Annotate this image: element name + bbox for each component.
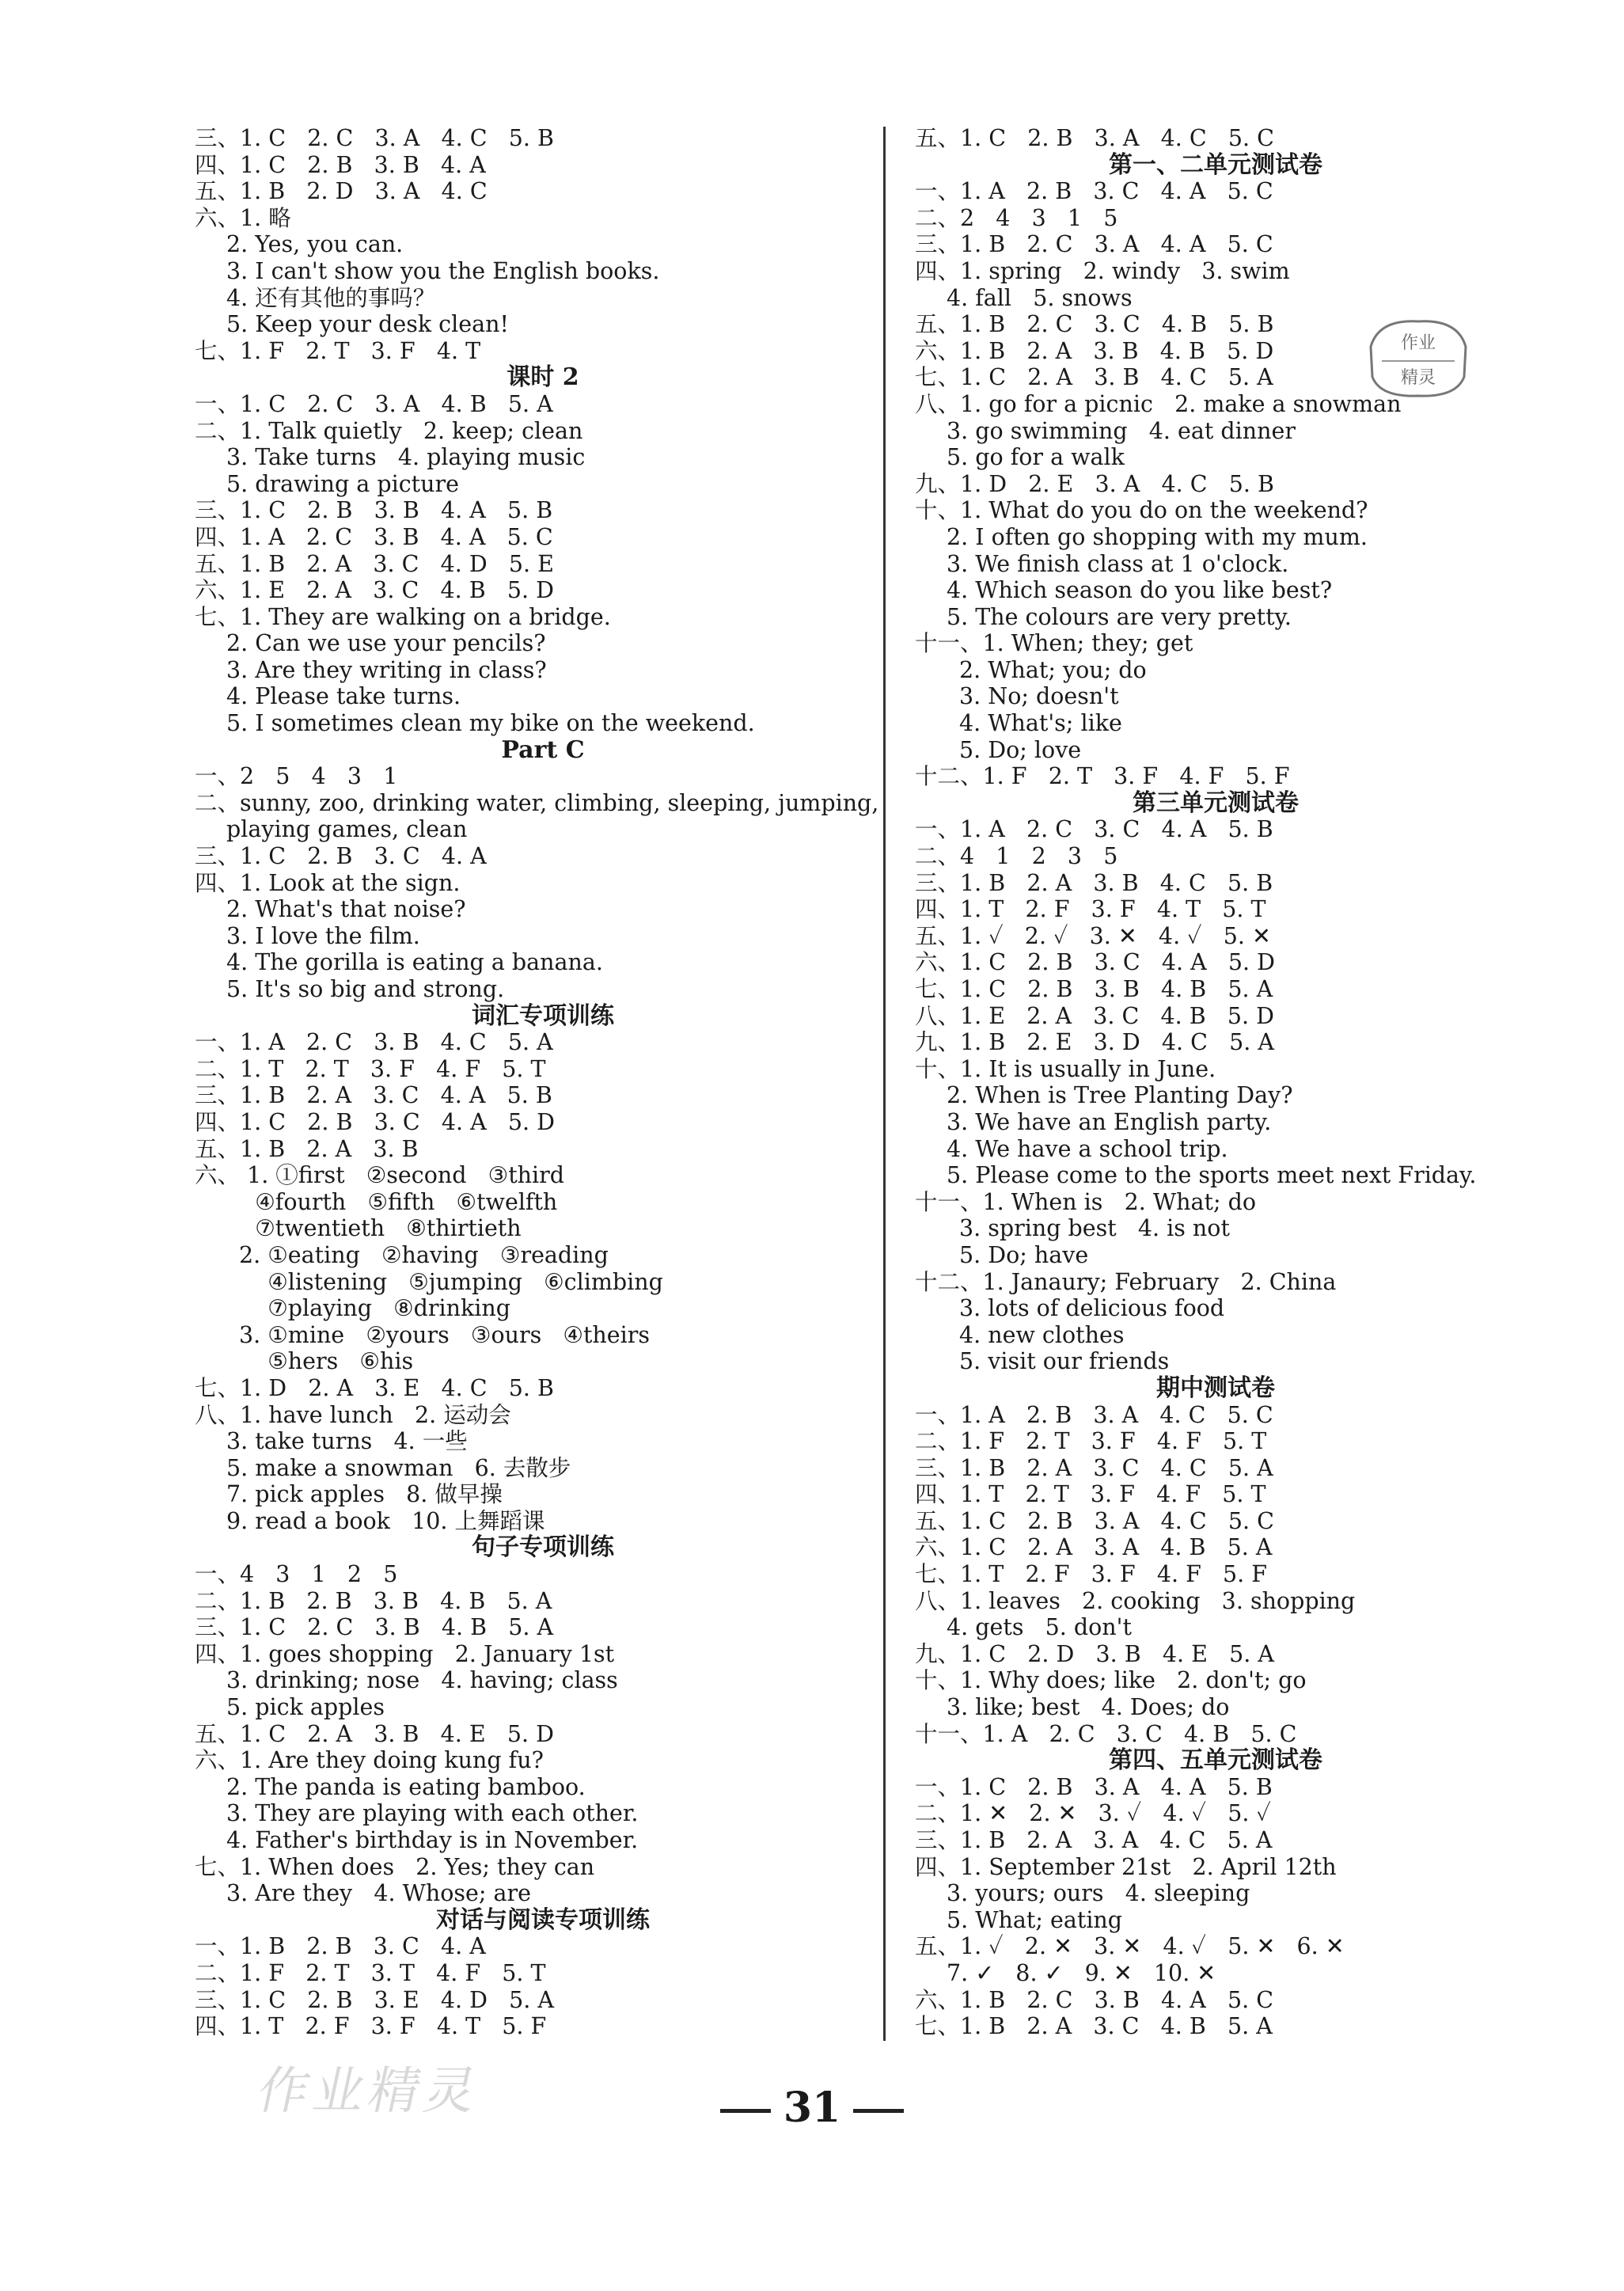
answer-line: 五、1. C 2. B 3. A 4. C 5. C	[915, 1507, 1274, 1534]
stamp-bottom-text: 精灵	[1400, 368, 1436, 388]
answer-line: 一、1. A 2. B 3. C 4. A 5. C	[915, 178, 1273, 205]
section-heading: 第三单元测试卷	[1133, 788, 1299, 817]
answer-line: 5. pick apples	[226, 1694, 385, 1721]
section-heading: 期中测试卷	[1156, 1373, 1275, 1402]
answer-line: 八、1. have lunch 2. 运动会	[195, 1401, 511, 1428]
answer-line: 2. What's that noise?	[226, 896, 466, 923]
answer-line: 4. We have a school trip.	[947, 1135, 1228, 1162]
answer-line: 六、1. E 2. A 3. C 4. B 5. D	[195, 577, 554, 604]
answer-line: 一、1. A 2. C 3. C 4. A 5. B	[915, 816, 1273, 843]
answer-line: 四、1. Look at the sign.	[195, 869, 461, 896]
answer-line: 4. fall 5. snows	[947, 284, 1133, 311]
answer-line: 5. visit our friends	[959, 1348, 1170, 1375]
answer-line: 一、4 3 1 2 5	[195, 1561, 398, 1588]
answer-line: 五、1. B 2. A 3. C 4. D 5. E	[195, 550, 554, 577]
answer-line: 六、1. 略	[195, 204, 291, 231]
answer-line: 2. ①eating ②having ③reading	[239, 1241, 609, 1268]
answer-line: 三、1. C 2. B 3. B 4. A 5. B	[195, 497, 553, 524]
answer-line: 四、1. C 2. B 3. B 4. A	[195, 151, 486, 178]
answer-line: 3. lots of delicious food	[959, 1295, 1225, 1322]
answer-line: 九、1. C 2. D 3. B 4. E 5. A	[915, 1640, 1274, 1667]
stamp-top-text: 作业	[1400, 333, 1436, 353]
answer-line: 3. go swimming 4. eat dinner	[947, 417, 1296, 444]
answer-line: 五、1. C 2. A 3. B 4. E 5. D	[195, 1720, 554, 1747]
page-number: 31	[783, 2084, 841, 2132]
answer-line: 一、1. C 2. C 3. A 4. B 5. A	[195, 390, 553, 417]
answer-line: 2. Yes, you can.	[226, 231, 404, 258]
answer-line: 二、1. T 2. T 3. F 4. F 5. T	[195, 1055, 546, 1082]
answer-line: 十二、1. F 2. T 3. F 4. F 5. F	[915, 763, 1290, 790]
answer-line: 九、1. D 2. E 3. A 4. C 5. B	[915, 470, 1274, 497]
answer-line: 四、1. T 2. T 3. F 4. F 5. T	[915, 1481, 1266, 1508]
stamp-logo-icon	[1363, 315, 1474, 402]
answer-line: 七、1. When does 2. Yes; they can	[195, 1853, 595, 1880]
answer-line: 9. read a book 10. 上舞蹈课	[226, 1507, 545, 1534]
answer-line: 五、1. C 2. B 3. A 4. C 5. C	[915, 125, 1274, 151]
answer-line: 2. Can we use your pencils?	[226, 630, 546, 657]
answer-line: 三、1. C 2. C 3. B 4. B 5. A	[195, 1614, 554, 1641]
answer-line: 3. Are they 4. Whose; are	[226, 1880, 532, 1907]
answer-line: 5. It's so big and strong.	[226, 976, 505, 1002]
answer-line: 4. gets 5. don't	[947, 1614, 1132, 1641]
answer-line: 3. Take turns 4. playing music	[226, 444, 586, 471]
answer-line: 3. take turns 4. 一些	[226, 1428, 468, 1455]
answer-line: 3. I can't show you the English books.	[226, 257, 660, 284]
answer-line: playing games, clean	[226, 816, 468, 843]
answer-line: 5. Please come to the sports meet next Friday.	[947, 1162, 1477, 1189]
answer-line: 二、1. F 2. T 3. F 4. F 5. T	[915, 1428, 1267, 1455]
answer-line: 3. yours; ours 4. sleeping	[947, 1880, 1250, 1907]
answer-line: 七、1. D 2. A 3. E 4. C 5. B	[195, 1374, 554, 1401]
answer-line: 二、2 4 3 1 5	[915, 204, 1118, 231]
answer-line: 7. ✓ 8. ✓ 9. ✕ 10. ✕	[947, 1959, 1216, 1986]
section-heading: 词汇专项训练	[472, 1001, 614, 1030]
answer-line: 十、1. It is usually in June.	[915, 1055, 1216, 1082]
answer-line: 十一、1. When is 2. What; do	[915, 1188, 1257, 1215]
answer-line: 5. What; eating	[947, 1906, 1123, 1933]
answer-line: 九、1. B 2. E 3. D 4. C 5. A	[915, 1029, 1274, 1056]
answer-line: 五、1. B 2. A 3. B	[195, 1135, 419, 1162]
answer-line: 七、1. T 2. F 3. F 4. F 5. F	[915, 1561, 1268, 1588]
watermark: 作业精灵	[252, 2062, 487, 2121]
answer-line: 十二、1. Janaury; February 2. China	[915, 1268, 1337, 1295]
answer-line: 八、1. leaves 2. cooking 3. shopping	[915, 1587, 1356, 1614]
answer-line: 七、1. F 2. T 3. F 4. T	[195, 337, 481, 364]
answer-line: 三、1. B 2. C 3. A 4. A 5. C	[915, 231, 1273, 258]
answer-line: 3. drinking; nose 4. having; class	[226, 1667, 618, 1694]
answer-line: 八、1. E 2. A 3. C 4. B 5. D	[915, 1002, 1274, 1029]
answer-line: 5. go for a walk	[947, 444, 1125, 471]
answer-line: 七、1. B 2. A 3. C 4. B 5. A	[915, 2013, 1273, 2040]
answer-line: 四、1. September 21st 2. April 12th	[915, 1853, 1337, 1880]
answer-line: 三、1. C 2. C 3. A 4. C 5. B	[195, 125, 554, 151]
answer-line: ⑤hers ⑥his	[239, 1348, 414, 1375]
answer-line: 二、1. Talk quietly 2. keep; clean	[195, 417, 583, 444]
answer-line: 四、1. spring 2. windy 3. swim	[915, 257, 1290, 284]
answer-line: ⑦playing ⑧drinking	[239, 1295, 511, 1322]
answer-line: 二、sunny, zoo, drinking water, climbing, sleeping, jumping,	[195, 789, 879, 816]
answer-line: 5. make a snowman 6. 去散步	[226, 1454, 571, 1481]
section-heading: 第一、二单元测试卷	[1109, 150, 1322, 179]
answer-line: 4. The gorilla is eating a banana.	[226, 949, 603, 976]
answer-line: 三、1. B 2. A 3. C 4. C 5. A	[915, 1454, 1273, 1481]
answer-line: ④listening ⑤jumping ⑥climbing	[239, 1268, 663, 1295]
answer-line: 二、4 1 2 3 5	[915, 843, 1118, 870]
answer-line: 三、1. B 2. A 3. A 4. C 5. A	[915, 1827, 1273, 1853]
answer-line: 十、1. What do you do on the weekend?	[915, 497, 1368, 524]
answer-line: 5. Do; love	[959, 736, 1082, 763]
answer-line: 5. I sometimes clean my bike on the weekend.	[226, 710, 755, 737]
answer-line: 3. ①mine ②yours ③ours ④theirs	[239, 1321, 651, 1348]
answer-line: 五、1. ✓ 2. ✓ 3. ✕ 4. ✓ 5. ✕	[915, 922, 1271, 949]
answer-line: 三、1. C 2. B 3. E 4. D 5. A	[195, 1986, 554, 2013]
answer-line: 2. When is Tree Planting Day?	[947, 1082, 1293, 1109]
answer-line: 4. Please take turns.	[226, 683, 461, 710]
answer-line: 5. drawing a picture	[226, 470, 459, 497]
answer-line: 二、1. ✕ 2. ✕ 3. ✓ 4. ✓ 5. ✓	[915, 1800, 1271, 1827]
answer-line: 六、1. Are they doing kung fu?	[195, 1747, 544, 1774]
section-heading: 句子专项训练	[472, 1533, 614, 1562]
answer-line: 六、1. B 2. A 3. B 4. B 5. D	[915, 337, 1274, 364]
answer-line: ⑦twentieth ⑧thirtieth	[226, 1215, 522, 1242]
answer-line: 六、1. B 2. C 3. B 4. A 5. C	[915, 1986, 1274, 2013]
answer-line: 一、2 5 4 3 1	[195, 763, 398, 790]
page-footer	[0, 2084, 1624, 2132]
right-column	[915, 125, 1493, 2040]
answer-line: ④fourth ⑤fifth ⑥twelfth	[226, 1188, 558, 1215]
answer-line: 三、1. B 2. A 3. B 4. C 5. B	[915, 869, 1273, 896]
answer-line: 二、1. B 2. B 3. B 4. B 5. A	[195, 1587, 552, 1614]
answer-line: 2. I often go shopping with my mum.	[947, 523, 1368, 550]
answer-line: 一、1. A 2. C 3. B 4. C 5. A	[195, 1029, 553, 1056]
answer-line: 八、1. go for a picnic 2. make a snowman	[915, 390, 1402, 417]
answer-line: 六、 1. ①first ②second ③third	[195, 1162, 564, 1189]
answer-line: 一、1. C 2. B 3. A 4. A 5. B	[915, 1773, 1273, 1800]
answer-line: 3. They are playing with each other.	[226, 1800, 639, 1827]
column-divider	[883, 127, 886, 2041]
answer-line: 3. We have an English party.	[947, 1108, 1272, 1135]
section-heading: 对话与阅读专项训练	[436, 1905, 650, 1934]
answer-line: 四、1. A 2. C 3. B 4. A 5. C	[195, 523, 553, 550]
answer-line: 3. like; best 4. Does; do	[947, 1694, 1230, 1721]
answer-line: 4. new clothes	[959, 1321, 1125, 1348]
answer-line: 三、1. B 2. A 3. C 4. A 5. B	[195, 1082, 552, 1109]
answer-line: 2. The panda is eating bamboo.	[226, 1773, 586, 1800]
answer-line: 十、1. Why does; like 2. don't; go	[915, 1667, 1307, 1694]
answer-line: 3. spring best 4. is not	[959, 1215, 1230, 1242]
answer-line: 五、1. B 2. D 3. A 4. C	[195, 178, 488, 205]
section-heading: Part C	[501, 735, 585, 764]
answer-line: 一、1. B 2. B 3. C 4. A	[195, 1933, 486, 1960]
answer-line: 四、1. T 2. F 3. F 4. T 5. T	[915, 896, 1266, 923]
answer-line: 3. Are they writing in class?	[226, 656, 547, 683]
answer-line: 四、1. T 2. F 3. F 4. T 5. F	[195, 2013, 547, 2040]
answer-line: 4. What's; like	[959, 710, 1122, 737]
answer-line: 一、1. A 2. B 3. A 4. C 5. C	[915, 1401, 1273, 1428]
answer-line: 二、1. F 2. T 3. T 4. F 5. T	[195, 1959, 546, 1986]
answer-line: 3. I love the film.	[226, 922, 420, 949]
answer-line: 六、1. C 2. A 3. A 4. B 5. A	[915, 1534, 1273, 1561]
answer-line: 4. 还有其他的事吗？	[226, 284, 436, 311]
answer-line: 3. We finish class at 1 o'clock.	[947, 550, 1289, 577]
answer-line: 七、1. They are walking on a bridge.	[195, 603, 611, 630]
answer-line: 四、1. goes shopping 2. January 1st	[195, 1640, 615, 1667]
answer-line: 十一、1. When; they; get	[915, 630, 1193, 657]
footer-dash-right	[853, 2109, 904, 2113]
left-column	[195, 125, 879, 2040]
answer-line: 七、1. C 2. A 3. B 4. C 5. A	[915, 364, 1273, 391]
answer-line: 5. Keep your desk clean!	[226, 311, 509, 338]
section-heading: 课时 2	[507, 363, 579, 392]
answer-line: 2. What; you; do	[959, 656, 1147, 683]
answer-line: 5. The colours are very pretty.	[947, 603, 1292, 630]
answer-line: 7. pick apples 8. 做早操	[226, 1481, 503, 1508]
answer-line: 4. Which season do you like best?	[947, 577, 1333, 604]
answer-line: 5. Do; have	[959, 1241, 1089, 1268]
answer-line: 六、1. C 2. B 3. C 4. A 5. D	[915, 949, 1275, 976]
answer-line: 3. No; doesn't	[959, 683, 1119, 710]
footer-dash-left	[720, 2109, 771, 2113]
section-heading: 第四、五单元测试卷	[1109, 1746, 1322, 1775]
answer-line: 4. Father's birthday is in November.	[226, 1827, 639, 1853]
answer-line: 三、1. C 2. B 3. C 4. A	[195, 843, 487, 870]
answer-line: 五、1. B 2. C 3. C 4. B 5. B	[915, 311, 1274, 338]
answer-line: 五、1. ✓ 2. ✕ 3. ✕ 4. ✓ 5. ✕ 6. ✕	[915, 1933, 1345, 1960]
answer-line: 四、1. C 2. B 3. C 4. A 5. D	[195, 1108, 555, 1135]
answer-line: 十一、1. A 2. C 3. C 4. B 5. C	[915, 1720, 1297, 1747]
answer-line: 七、1. C 2. B 3. B 4. B 5. A	[915, 976, 1273, 1002]
